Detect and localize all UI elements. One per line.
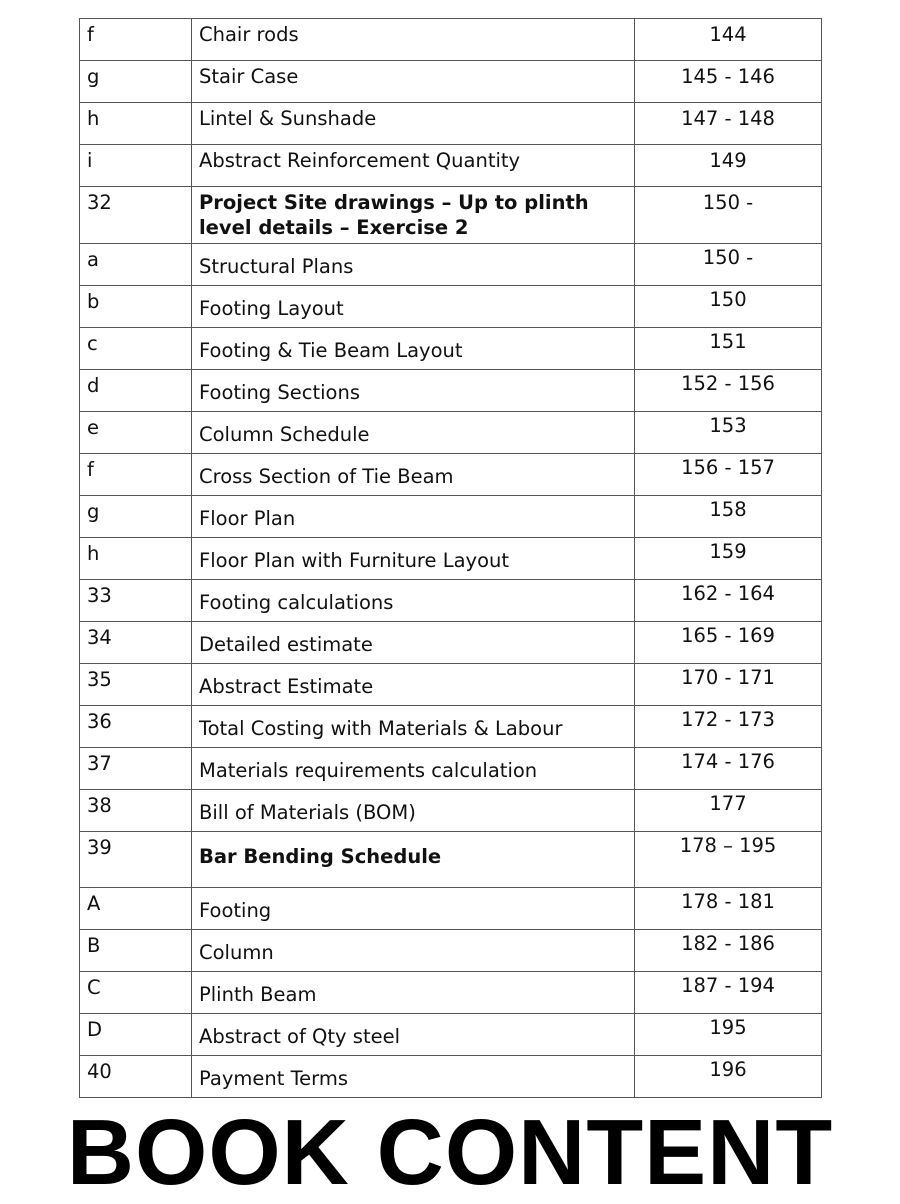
section-number: e: [80, 412, 192, 454]
table-row: [80, 832, 822, 888]
table-row: [80, 19, 822, 61]
table-row: [80, 412, 822, 454]
section-title: Cross Section of Tie Beam: [192, 454, 635, 496]
section-title: Abstract Estimate: [192, 664, 635, 706]
table-row: [80, 244, 822, 286]
page-range: 187 - 194: [635, 972, 822, 1014]
book-content-heading: BOOK CONTENT: [66, 1100, 834, 1204]
page-range: 151: [635, 328, 822, 370]
table-row: [80, 370, 822, 412]
table-row: [80, 790, 822, 832]
section-number: 37: [80, 748, 192, 790]
table-row: [80, 706, 822, 748]
section-number: 34: [80, 622, 192, 664]
section-title: Column Schedule: [192, 412, 635, 454]
section-number: 36: [80, 706, 192, 748]
table-row: [80, 748, 822, 790]
table-row: [80, 538, 822, 580]
page-range: 165 - 169: [635, 622, 822, 664]
page-range: 150: [635, 286, 822, 328]
section-title: Project Site drawings – Up to plinth level details – Exercise 2: [192, 187, 635, 244]
section-number: B: [80, 930, 192, 972]
page-range: 182 - 186: [635, 930, 822, 972]
table-row: [80, 286, 822, 328]
section-number: h: [80, 103, 192, 145]
table-row: [80, 664, 822, 706]
section-number: 39: [80, 832, 192, 888]
section-number: b: [80, 286, 192, 328]
page-range: 177: [635, 790, 822, 832]
section-title: Column: [192, 930, 635, 972]
table-row: [80, 930, 822, 972]
page-range: 150 -: [635, 187, 822, 244]
table-row: [80, 61, 822, 103]
section-title: Footing calculations: [192, 580, 635, 622]
section-title: Footing: [192, 888, 635, 930]
section-number: f: [80, 454, 192, 496]
page-range: 144: [635, 19, 822, 61]
page-range: 156 - 157: [635, 454, 822, 496]
section-title: Floor Plan with Furniture Layout: [192, 538, 635, 580]
section-number: 38: [80, 790, 192, 832]
section-title: Lintel & Sunshade: [192, 103, 635, 145]
section-title: Detailed estimate: [192, 622, 635, 664]
section-title: Payment Terms: [192, 1056, 635, 1098]
table-row: [80, 187, 822, 244]
page-range: 196: [635, 1056, 822, 1098]
table-of-contents: [79, 18, 822, 1098]
table-row: [80, 145, 822, 187]
table-row: [80, 454, 822, 496]
table-row: [80, 622, 822, 664]
section-title: Chair rods: [192, 19, 635, 61]
table-row: [80, 580, 822, 622]
table-row: [80, 1056, 822, 1098]
table-row: [80, 496, 822, 538]
section-title: Bar Bending Schedule: [192, 832, 635, 888]
section-title: Materials requirements calculation: [192, 748, 635, 790]
section-number: h: [80, 538, 192, 580]
section-number: A: [80, 888, 192, 930]
table-row: [80, 1014, 822, 1056]
section-title: Floor Plan: [192, 496, 635, 538]
page-range: 195: [635, 1014, 822, 1056]
section-title: Structural Plans: [192, 244, 635, 286]
section-number: C: [80, 972, 192, 1014]
section-number: g: [80, 61, 192, 103]
section-title: Bill of Materials (BOM): [192, 790, 635, 832]
section-number: 33: [80, 580, 192, 622]
page-range: 145 - 146: [635, 61, 822, 103]
page-range: 178 – 195: [635, 832, 822, 888]
table-row: [80, 103, 822, 145]
section-title: Footing Layout: [192, 286, 635, 328]
page-range: 162 - 164: [635, 580, 822, 622]
table-row: [80, 328, 822, 370]
page-range: 174 - 176: [635, 748, 822, 790]
section-number: D: [80, 1014, 192, 1056]
section-title: Total Costing with Materials & Labour: [192, 706, 635, 748]
page-range: 147 - 148: [635, 103, 822, 145]
page-range: 158: [635, 496, 822, 538]
page-range: 178 - 181: [635, 888, 822, 930]
section-number: d: [80, 370, 192, 412]
section-title: Footing Sections: [192, 370, 635, 412]
section-number: i: [80, 145, 192, 187]
table-row: [80, 972, 822, 1014]
page-range: 149: [635, 145, 822, 187]
section-number: 35: [80, 664, 192, 706]
section-title: Footing & Tie Beam Layout: [192, 328, 635, 370]
page-range: 150 -: [635, 244, 822, 286]
section-title: Abstract Reinforcement Quantity: [192, 145, 635, 187]
page-range: 159: [635, 538, 822, 580]
section-number: 32: [80, 187, 192, 244]
page-range: 172 - 173: [635, 706, 822, 748]
page-range: 153: [635, 412, 822, 454]
section-number: g: [80, 496, 192, 538]
page-range: 152 - 156: [635, 370, 822, 412]
page-range: 170 - 171: [635, 664, 822, 706]
section-number: 40: [80, 1056, 192, 1098]
section-title: Plinth Beam: [192, 972, 635, 1014]
table-row: [80, 888, 822, 930]
section-number: a: [80, 244, 192, 286]
section-title: Stair Case: [192, 61, 635, 103]
section-number: c: [80, 328, 192, 370]
section-number: f: [80, 19, 192, 61]
section-title: Abstract of Qty steel: [192, 1014, 635, 1056]
